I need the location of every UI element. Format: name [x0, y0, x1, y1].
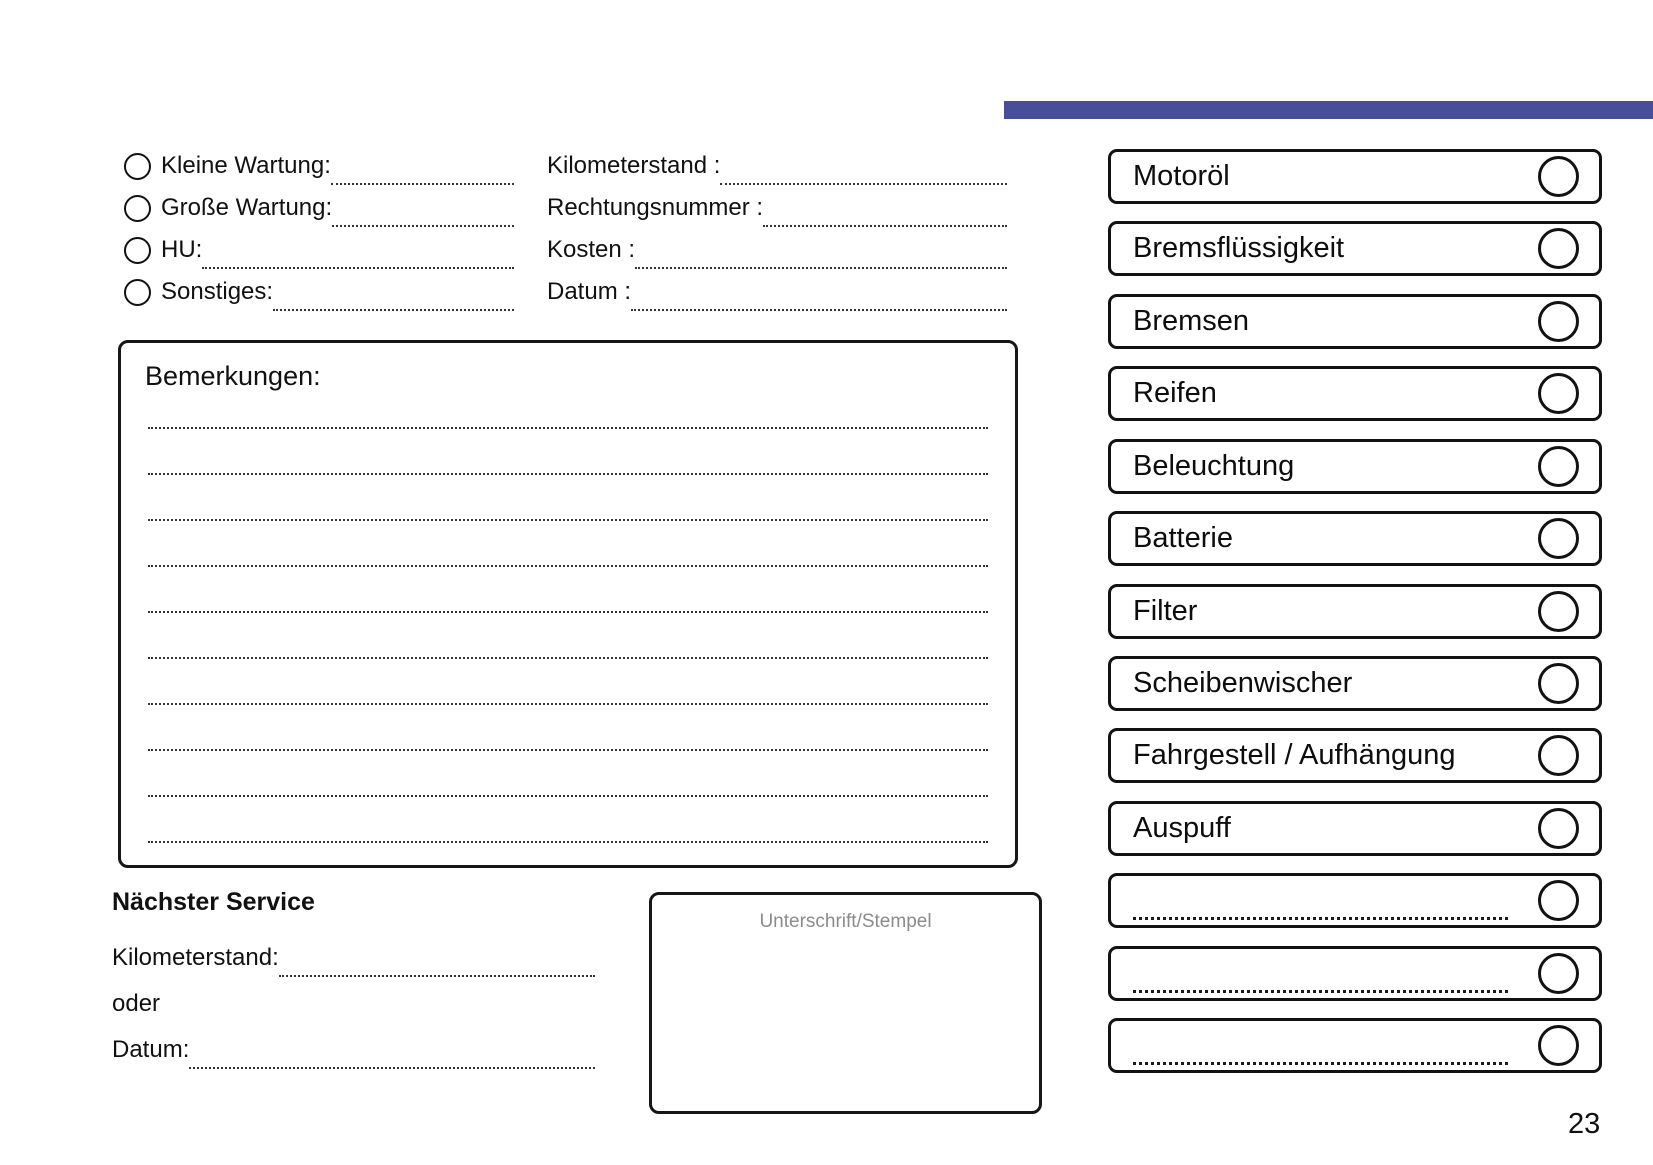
remarks-line[interactable]: [148, 705, 988, 751]
checklist-label: Scheibenwischer: [1133, 667, 1353, 699]
checklist-row-auspuff: [1108, 801, 1602, 856]
next-service-label: Kilometerstand:: [112, 944, 279, 971]
write-in-line[interactable]: [202, 232, 514, 269]
service-detail-label: Datum :: [547, 278, 632, 305]
service-type-row-sonstiges: [124, 271, 514, 313]
remarks-line[interactable]: [148, 751, 988, 797]
remarks-line[interactable]: [148, 429, 988, 475]
service-detail-label: Rechtungsnummer :: [547, 194, 764, 221]
radio-circle-icon-hu[interactable]: [124, 237, 151, 264]
checklist-row-reifen: [1108, 366, 1602, 421]
write-in-line[interactable]: [635, 232, 1007, 269]
check-circle-icon-reifen[interactable]: [1538, 373, 1579, 414]
remarks-line[interactable]: [148, 567, 988, 613]
service-type-row-grosse-wartung: [124, 187, 514, 229]
checklist-row-custom-2: [1108, 946, 1602, 1001]
checklist-label: Bremsen: [1133, 305, 1250, 337]
checklist-write-in-line[interactable]: [1133, 881, 1508, 920]
check-circle-icon-auspuff[interactable]: [1538, 808, 1579, 849]
next-service-label: Datum:: [112, 1036, 190, 1063]
checklist-label: Motoröl: [1133, 160, 1230, 192]
next-service-title: Nächster Service: [112, 888, 315, 916]
checklist-row-bremsen: [1108, 294, 1602, 349]
checklist-row-custom-3: [1108, 1018, 1602, 1073]
remarks-line[interactable]: [148, 659, 988, 705]
write-in-line[interactable]: [332, 190, 514, 227]
service-detail-row-datum: [547, 271, 1007, 313]
remarks-line[interactable]: [148, 613, 988, 659]
check-circle-icon-custom-3[interactable]: [1538, 1025, 1579, 1066]
next-service-row-datum: [112, 1028, 595, 1072]
check-circle-icon-custom-2[interactable]: [1538, 953, 1579, 994]
checklist-label: Batterie: [1133, 522, 1233, 554]
service-type-row-kleine-wartung: [124, 145, 514, 187]
checklist-row-scheibenwischer: [1108, 656, 1602, 711]
checklist-label: Reifen: [1133, 377, 1217, 409]
checklist-row-custom-1: [1108, 873, 1602, 928]
checklist-row-beleuchtung: [1108, 439, 1602, 494]
radio-circle-icon-sonstiges[interactable]: [124, 279, 151, 306]
checklist-label: Auspuff: [1133, 812, 1231, 844]
remarks-line[interactable]: [148, 475, 988, 521]
check-circle-icon-bremsen[interactable]: [1538, 301, 1579, 342]
service-type-row-hu: [124, 229, 514, 271]
check-circle-icon-custom-1[interactable]: [1538, 880, 1579, 921]
write-in-line[interactable]: [331, 148, 514, 185]
check-circle-icon-scheibenwischer[interactable]: [1538, 663, 1579, 704]
checklist-row-fahrgestell-aufhaengung: [1108, 728, 1602, 783]
write-in-line[interactable]: [189, 1032, 595, 1069]
checklist-row-bremsfluessigkeit: [1108, 221, 1602, 276]
check-circle-icon-bremsfluessigkeit[interactable]: [1538, 228, 1579, 269]
checklist-row-filter: [1108, 584, 1602, 639]
accent-bar: [1004, 101, 1653, 119]
signature-stamp-label: Unterschrift/Stempel: [759, 911, 932, 932]
remarks-title: Bemerkungen:: [145, 361, 321, 391]
page-number: 23: [1568, 1108, 1601, 1140]
next-service-row-oder: [112, 982, 595, 1026]
service-type-label: Große Wartung:: [161, 194, 333, 221]
write-in-line[interactable]: [763, 190, 1007, 227]
service-detail-row-rechtungsnummer: [547, 187, 1007, 229]
checklist-label: Bremsflüssigkeit: [1133, 232, 1345, 264]
checklist-write-in-line[interactable]: [1133, 954, 1508, 993]
write-in-line[interactable]: [273, 274, 514, 311]
service-detail-label: Kilometerstand :: [547, 152, 721, 179]
signature-stamp-box[interactable]: [649, 892, 1042, 1114]
service-type-label: Sonstiges:: [161, 278, 274, 305]
service-type-label: Kleine Wartung:: [161, 152, 331, 179]
check-circle-icon-batterie[interactable]: [1538, 518, 1579, 559]
service-type-label: HU:: [161, 236, 203, 263]
check-circle-icon-filter[interactable]: [1538, 591, 1579, 632]
check-circle-icon-motoroel[interactable]: [1538, 156, 1579, 197]
checklist-row-batterie: [1108, 511, 1602, 566]
remarks-line[interactable]: [148, 521, 988, 567]
check-circle-icon-fahrgestell-aufhaengung[interactable]: [1538, 735, 1579, 776]
check-circle-icon-beleuchtung[interactable]: [1538, 446, 1579, 487]
write-in-line[interactable]: [720, 148, 1007, 185]
checklist-label: Filter: [1133, 595, 1198, 627]
remarks-box: [118, 340, 1018, 868]
service-detail-row-kosten: [547, 229, 1007, 271]
remarks-line[interactable]: [148, 383, 988, 429]
next-service-row-kilometerstand: [112, 936, 595, 980]
checklist-label: Fahrgestell / Aufhängung: [1133, 739, 1456, 771]
radio-circle-icon-kleine-wartung[interactable]: [124, 153, 151, 180]
checklist-write-in-line[interactable]: [1133, 1026, 1508, 1065]
checklist-row-motoroel: [1108, 149, 1602, 204]
radio-circle-icon-grosse-wartung[interactable]: [124, 195, 151, 222]
remarks-write-in-area: [148, 383, 988, 843]
checklist-label: Beleuchtung: [1133, 450, 1295, 482]
next-service-label: oder: [112, 990, 161, 1017]
service-detail-label: Kosten :: [547, 236, 636, 263]
remarks-line[interactable]: [148, 797, 988, 843]
write-in-line[interactable]: [279, 940, 595, 977]
service-detail-row-kilometerstand: [547, 145, 1007, 187]
write-in-line[interactable]: [631, 274, 1007, 311]
